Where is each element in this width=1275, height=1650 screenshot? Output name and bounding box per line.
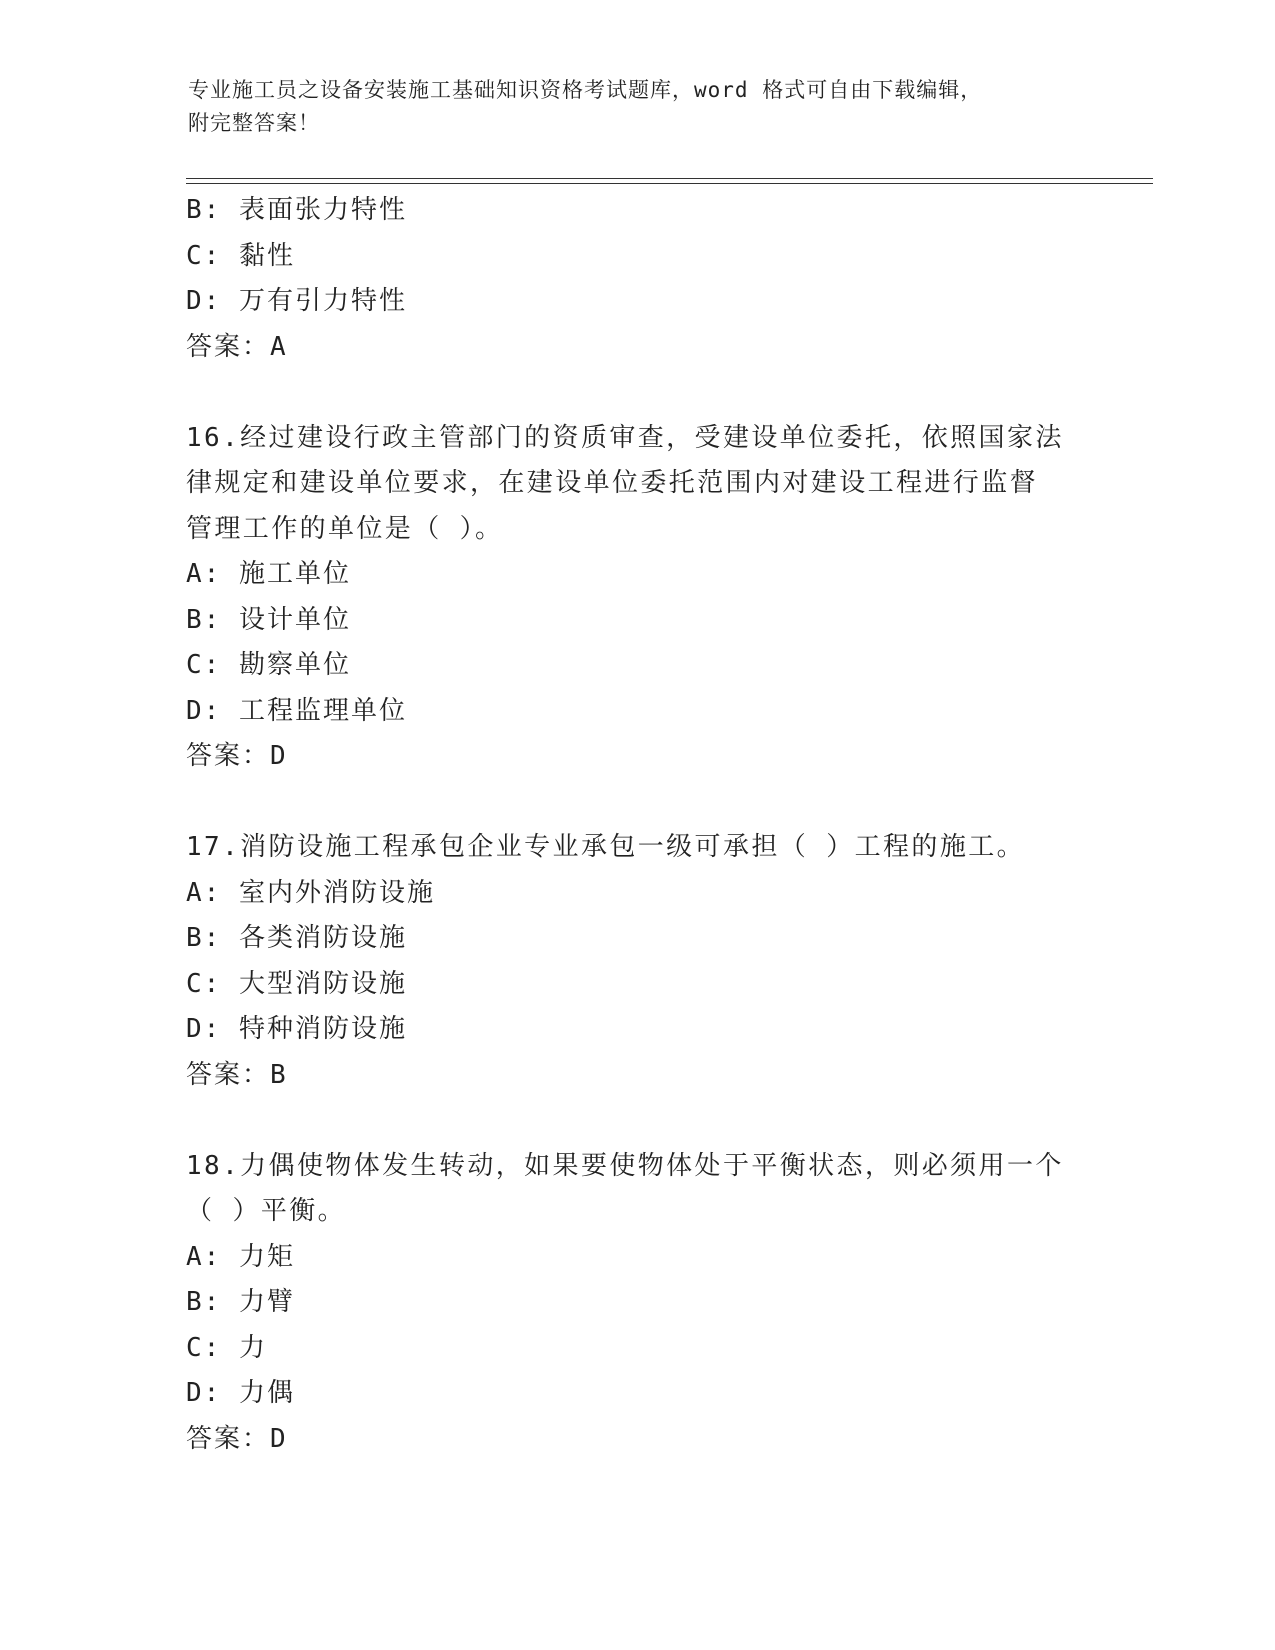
question-block	[186, 188, 1086, 370]
option-c: C: 勘察单位	[186, 650, 351, 680]
question-stem: 律规定和建设单位要求，在建设单位委托范围内对建设工程进行监督	[186, 468, 1039, 498]
header-line: 附完整答案！	[188, 111, 320, 135]
option-b: B: 设计单位	[186, 604, 351, 635]
answer-line: 答案：A	[186, 331, 288, 362]
page-header	[188, 74, 1068, 140]
question-stem: 16.经过建设行政主管部门的资质审查，受建设单位委托，依照国家法	[186, 422, 1064, 453]
header-divider	[186, 183, 1153, 184]
option-d: D: 特种消防设施	[186, 1014, 407, 1044]
option-c: C: 黏性	[186, 240, 295, 271]
option-d: D: 工程监理单位	[186, 695, 407, 726]
question-block	[186, 416, 1086, 780]
option-a: A: 室内外消防设施	[186, 877, 435, 908]
answer-line: 答案：B	[186, 1059, 288, 1090]
question-stem: （ ）平衡。	[186, 1196, 347, 1226]
option-b: B: 力臂	[186, 1287, 295, 1317]
question-list	[186, 188, 1086, 1462]
option-a: A: 施工单位	[186, 559, 351, 589]
option-a: A: 力矩	[186, 1241, 295, 1272]
option-d: D: 力偶	[186, 1378, 295, 1408]
question-stem: 管理工作的单位是（ ）。	[186, 513, 504, 544]
answer-line: 答案：D	[186, 1423, 288, 1454]
answer-line: 答案：D	[186, 741, 288, 771]
option-b: B: 各类消防设施	[186, 923, 407, 953]
question-stem: 17.消防设施工程承包企业专业承包一级可承担（ ）工程的施工。	[186, 832, 1026, 862]
question-block	[186, 1144, 1086, 1463]
option-d: D: 万有引力特性	[186, 286, 407, 316]
question-block	[186, 825, 1086, 1098]
option-b: B: 表面张力特性	[186, 195, 407, 225]
header-line: 专业施工员之设备安装施工基础知识资格考试题库，word 格式可自由下载编辑，	[188, 78, 983, 102]
header-divider	[186, 178, 1153, 179]
option-c: C: 大型消防设施	[186, 968, 407, 999]
question-stem: 18.力偶使物体发生转动，如果要使物体处于平衡状态，则必须用一个	[186, 1150, 1064, 1181]
option-c: C: 力	[186, 1332, 267, 1363]
